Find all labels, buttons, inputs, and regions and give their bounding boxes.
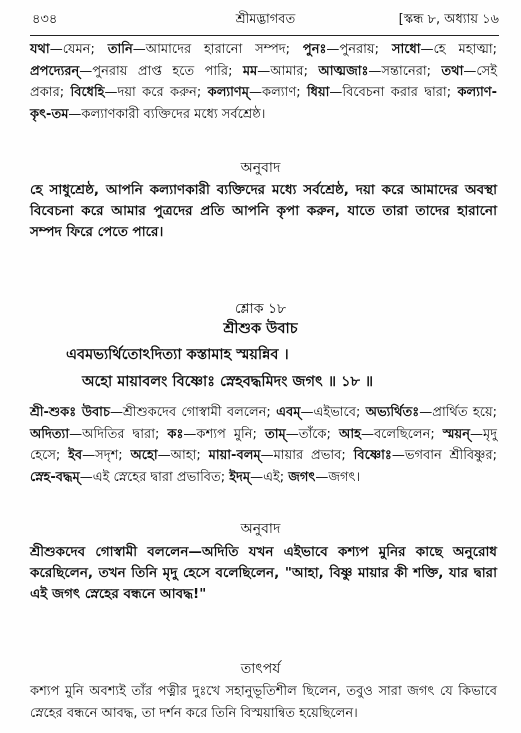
synonym-meaning: আমার [270, 63, 304, 79]
synonym-term: তাম্ [264, 426, 286, 442]
synonym-term: বিষ্ণোঃ [353, 448, 392, 463]
translation-text-1: হে সাধুশ্রেষ্ঠ, আপনি কল্যাণকারী ব্যক্তিদের মধ্যে সর্বশ্রেষ্ঠ, দয়া করে আমাদের অবস্থা বিবেচনা করে আমার পুত্রদের প্রতি আপনি কৃপা করুন, যাতে তারা তাদের হারানো সম্পদ ফিরে পেতে পারে। [30, 182, 497, 240]
synonym-meaning: আহা [170, 448, 197, 463]
synonym-meaning: সন্তানেরা [381, 63, 427, 79]
synonym-meaning: এই [263, 469, 280, 485]
synonym-meaning: ভগবান শ্রীবিষ্ণুর [404, 448, 493, 463]
synonym-term: ইব [68, 448, 83, 463]
synonym-meaning: পুনরায় [339, 42, 375, 57]
synonyms-block-1: যথা—যেমন; তানি—আমাদের হারানো সম্পদ; পুনঃ—পুনরায়; সাধো—হে মহাত্মা; প্রপদ্যেরন্—পুনরায় প্রাপ্ত হতে পারি; মম—আমার; আত্মজাঃ—সন্তানেরা; তথা—সেই প্রকার; বিধেহি—দয়া করে করুন; কল্যাণম্—কল্যাণ; ধিয়া—বিবেচনা করার দ্বারা; কল্যাণ-কৃৎ-তম—কল্যাণকারী ব্যক্তিদের মধ্যে সর্বশ্রেষ্ঠ। [30, 42, 498, 122]
running-header [32, 8, 499, 30]
synonym-meaning: যেমন [62, 42, 91, 57]
book-title: শ্রীমদ্ভাগবত [235, 12, 296, 27]
synonym-term: অদিত্যা [30, 426, 70, 442]
translation-heading-2: অনুবাদ [240, 521, 281, 537]
translation-text-2: শ্রীশুকদেব গোস্বামী বললেন—অদিতি যখন এইভাবে কশ্যপ মুনির কাছে অনুরোধ করেছিলেন, তখন তিনি মৃদু হেসে বলেছিলেন, "আহা, বিষ্ণু মায়ার কী শক্তি, যার দ্বারা এই জগৎ স্নেহের বন্ধনে আবদ্ধ!" [30, 544, 497, 602]
synonym-term: স্ময়ন্ [442, 426, 470, 442]
synonym-term: তথা [441, 63, 464, 79]
synonym-meaning: কশ্যপ মুনি [196, 426, 253, 442]
page-number: ৪৩৪ [32, 12, 58, 27]
verse-label: শ্লোক ১৮ [234, 301, 287, 317]
synonym-meaning: কল্যাণ [262, 85, 297, 100]
synonym-term: ধিয়া [306, 85, 330, 100]
synonym-term: তানি [107, 42, 133, 57]
synonym-meaning: তাঁকে [298, 426, 327, 442]
synonym-term: স্নেহ-বদ্ধম্ [30, 469, 80, 485]
synonym-meaning: মায়ার প্রভাব [273, 448, 342, 463]
verse-speaker: শ্রীশুক উবাচ [223, 321, 298, 337]
synonym-term: সাধো [391, 42, 421, 57]
synonym-term: ইদম্ [229, 469, 251, 485]
synonym-meaning: বিবেচনা করার দ্বারা [342, 85, 447, 100]
purport-heading: তাৎপর্য [240, 661, 281, 677]
verse-line-2: অহো মায়াবলং বিষ্ণোঃ স্নেহবদ্ধমিদং জগৎ ॥ ১৮ ॥ [82, 374, 374, 390]
synonym-term: জগৎ [288, 469, 316, 485]
synonym-meaning: পুনরায় প্রাপ্ত হতে পারি [92, 63, 229, 79]
synonym-meaning: অদিতির দ্বারা [82, 426, 155, 442]
synonym-term: বিধেহি [70, 85, 105, 100]
synonym-term: এবম্ [276, 405, 301, 420]
synonym-meaning: কল্যাণকারী ব্যক্তিদের মধ্যে সর্বশ্রেষ্ঠ [81, 106, 261, 122]
purport-text: কশ্যপ মুনি অবশ্যই তাঁর পত্নীর দুঃখে সহানুভূতিশীল ছিলেন, তবুও সারা জগৎ যে কিভাবে স্নেহের বন্ধনে আবদ্ধ, তা দর্শন করে তিনি বিস্ময়ান্বিত হয়েছিলেন। [30, 684, 497, 721]
synonym-term: পুনঃ [302, 42, 327, 57]
synonym-term: যথা [30, 42, 50, 57]
synonym-term: মায়া-বলম্ [208, 448, 261, 463]
synonym-meaning: আমাদের হারানো সম্পদ [145, 42, 286, 57]
synonym-term: মম [242, 63, 258, 79]
synonym-meaning: প্রার্থিত হয়ে [432, 405, 493, 420]
synonym-term: শ্রী-শুকঃ উবাচ [30, 405, 110, 420]
synonym-term: অভ্যর্থিতঃ [365, 405, 420, 420]
synonym-term: আত্মজাঃ [318, 63, 369, 79]
synonym-meaning: সদৃশ [95, 448, 119, 463]
synonyms-block-2: শ্রী-শুকঃ উবাচ—শ্রীশুকদেব গোস্বামী বললেন; এবম্—এইভাবে; অভ্যর্থিতঃ—প্রার্থিত হয়ে; অদিত্যা—অদিতির দ্বারা; কঃ—কশ্যপ মুনি; তাম্—তাঁকে; আহ—বলেছিলেন; স্ময়ন্—মৃদু হেসে; ইব—সদৃশ; অহো—আহা; মায়া-বলম্—মায়ার প্রভাব; বিষ্ণোঃ—ভগবান শ্রীবিষ্ণুর; স্নেহ-বদ্ধম্—এই স্নেহের দ্বারা প্রভাবিত; ইদম্—এই; জগৎ—জগৎ। [30, 405, 498, 485]
synonym-term: কঃ [167, 426, 184, 442]
synonym-meaning: শ্রীশুকদেব গোস্বামী বললেন [122, 405, 267, 420]
synonym-term: আহ [338, 426, 361, 442]
synonym-meaning: এই স্নেহের দ্বারা প্রভাবিত [92, 469, 221, 485]
synonym-meaning: বলেছিলেন [373, 426, 431, 442]
synonym-meaning: হে মহাত্মা [433, 42, 493, 57]
synonym-term: প্রপদ্যেরন্ [30, 63, 80, 79]
synonym-meaning: মৃদু হেসে [30, 426, 498, 463]
header-rule [30, 35, 499, 36]
synonym-meaning: এইভাবে [313, 405, 357, 420]
synonym-term: কল্যাণ-কৃৎ-তম [30, 85, 498, 122]
synonym-term: কল্যাণম্ [207, 85, 249, 100]
synonym-meaning: জগৎ [328, 469, 356, 485]
synonym-meaning: সেই প্রকার [30, 63, 497, 100]
translation-heading-1: অনুবাদ [240, 160, 281, 176]
verse-line-1: এবমভ্যর্থিতোঽদিত্যা কস্তামাহ স্ময়ন্নিব । [66, 347, 289, 363]
synonym-term: অহো [130, 448, 158, 463]
chapter-reference: [স্কন্ধ ৮, অধ্যায় ১৬ [398, 12, 499, 27]
synonym-meaning: দয়া করে করুন [117, 85, 197, 100]
